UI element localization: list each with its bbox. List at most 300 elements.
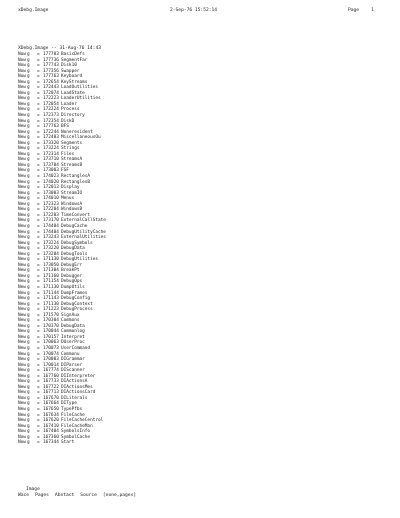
row-number: 173220: [43, 246, 59, 252]
row-module-name: TypePfbs: [61, 407, 83, 412]
row-number: 172443: [43, 85, 59, 91]
row-keyword: Now: [18, 379, 26, 385]
row-equals: =: [37, 118, 40, 124]
row-number: 170014: [43, 362, 59, 368]
row-number: 167360: [43, 434, 59, 440]
row-keyword: New: [18, 351, 26, 357]
row-keyword: New: [18, 146, 26, 152]
row-identifier: g: [27, 307, 30, 313]
row-equals: =: [37, 90, 40, 96]
row-module-name: TimeConvert: [61, 212, 91, 218]
row-identifier: g: [27, 323, 30, 329]
row-number: 171570: [43, 312, 59, 318]
row-module-name: StreamIO: [61, 190, 83, 196]
row-equals: =: [37, 162, 40, 168]
row-identifier: g: [27, 179, 30, 185]
row-number: 167410: [43, 423, 59, 429]
row-number: 177743: [43, 63, 59, 69]
row-keyword: New: [18, 423, 26, 429]
row-keyword: New: [18, 290, 26, 296]
row-identifier: g: [27, 174, 30, 180]
row-module-name: DebugContext: [61, 301, 93, 307]
row-number: 171154: [43, 279, 59, 285]
row-identifier: g: [27, 390, 30, 396]
row-equals: =: [37, 290, 40, 296]
row-identifier: g: [27, 68, 30, 74]
row-number: 171143: [43, 296, 59, 302]
row-equals: =: [37, 334, 40, 340]
row-number: 167670: [43, 395, 59, 401]
row-number: 172204: [43, 207, 59, 213]
row-identifier: g: [27, 407, 30, 412]
row-identifier: g: [27, 362, 30, 368]
listing-row: [18, 440, 106, 446]
row-identifier: g: [27, 301, 30, 307]
row-number: 172314: [43, 151, 59, 157]
row-module-name: Interpret: [61, 334, 85, 340]
row-identifier: g: [27, 268, 30, 274]
row-module-name: BasicDefs: [61, 52, 85, 57]
row-number: 170074: [43, 351, 59, 357]
row-identifier: g: [27, 207, 30, 213]
row-equals: =: [37, 246, 40, 252]
row-keyword: New: [18, 340, 26, 346]
row-keyword: Now: [18, 74, 26, 80]
row-identifier: g: [27, 279, 30, 285]
row-identifier: g: [27, 140, 30, 146]
row-number: 173170: [43, 218, 59, 224]
row-equals: =: [37, 395, 40, 401]
row-keyword: New: [18, 185, 26, 191]
row-identifier: g: [27, 151, 30, 157]
row-module-name: DumpUtils: [61, 284, 85, 290]
row-keyword: New: [18, 362, 26, 368]
row-number: 167713: [43, 390, 59, 396]
row-number: 173224: [43, 240, 59, 246]
row-number: 171223: [43, 307, 59, 313]
row-keyword: Now: [18, 440, 26, 446]
row-identifier: g: [27, 107, 30, 113]
row-identifier: g: [27, 52, 30, 57]
row-keyword: New: [18, 235, 26, 241]
row-equals: =: [37, 185, 40, 191]
row-keyword: Now: [18, 395, 26, 401]
row-keyword: New: [18, 307, 26, 313]
row-keyword: New: [18, 418, 26, 424]
row-number: 172323: [43, 201, 59, 207]
row-number: 173710: [43, 157, 59, 163]
row-equals: =: [37, 190, 40, 196]
row-module-name: RectanglesB: [61, 179, 91, 185]
row-keyword: New: [18, 218, 26, 224]
row-equals: =: [37, 240, 40, 246]
row-keyword: New: [18, 240, 26, 246]
row-number: 172373: [43, 113, 59, 119]
row-module-name: Menus: [61, 196, 75, 202]
row-identifier: g: [27, 368, 30, 374]
row-number: 172224: [43, 107, 59, 113]
row-identifier: g: [27, 401, 30, 407]
row-identifier: g: [27, 434, 30, 440]
row-equals: =: [37, 429, 40, 435]
row-identifier: g: [27, 262, 30, 268]
row-keyword: New: [18, 212, 26, 218]
row-keyword: New: [18, 201, 26, 207]
row-number: 170003: [43, 357, 59, 363]
row-equals: =: [37, 223, 40, 229]
row-keyword: New: [18, 268, 26, 274]
row-module-name: Files: [61, 151, 75, 157]
row-module-name: DebugSymbols: [61, 240, 93, 246]
row-number: 172074: [43, 90, 59, 96]
row-equals: =: [37, 135, 40, 141]
row-number: 172203: [43, 212, 59, 218]
row-module-name: Keyboard: [61, 74, 83, 80]
row-identifier: g: [27, 384, 30, 390]
row-identifier: g: [27, 168, 30, 174]
row-module-name: Segments: [61, 140, 83, 146]
row-number: 170063: [43, 340, 59, 346]
row-keyword: New: [18, 323, 26, 329]
row-number: 167344: [43, 440, 59, 446]
row-keyword: New: [18, 312, 26, 318]
row-equals: =: [37, 357, 40, 363]
row-identifier: g: [27, 185, 30, 191]
row-equals: =: [37, 218, 40, 224]
row-module-name: Disk10: [61, 63, 77, 69]
row-identifier: g: [27, 157, 30, 163]
row-keyword: New: [18, 174, 26, 180]
row-identifier: g: [27, 57, 30, 63]
row-identifier: g: [27, 85, 30, 91]
module-listing: [18, 52, 106, 446]
row-module-name: DebugConfig: [61, 296, 91, 302]
row-module-name: StreamsA: [61, 157, 83, 163]
row-identifier: g: [27, 190, 30, 196]
row-keyword: New: [18, 90, 26, 96]
row-module-name: Display: [61, 185, 80, 191]
row-identifier: g: [27, 218, 30, 224]
row-equals: =: [37, 284, 40, 290]
row-identifier: g: [27, 246, 30, 252]
row-number: 177703: [43, 52, 59, 57]
row-number: 170044: [43, 329, 59, 335]
row-keyword: New: [18, 223, 26, 229]
row-number: 170370: [43, 323, 59, 329]
header-datetime: 2-Sep-76 15:52:14: [170, 8, 218, 13]
row-module-name: DIScanner: [61, 368, 85, 374]
row-equals: =: [37, 318, 40, 324]
row-identifier: g: [27, 379, 30, 385]
row-number: 170304: [43, 318, 59, 324]
row-keyword: New: [18, 357, 26, 363]
row-keyword: New: [18, 151, 26, 157]
row-identifier: g: [27, 146, 30, 152]
row-identifier: g: [27, 96, 30, 102]
row-number: 171130: [43, 257, 59, 263]
row-equals: =: [37, 52, 40, 57]
row-identifier: g: [27, 90, 30, 96]
row-module-name: DILiterals: [61, 395, 88, 401]
row-keyword: New: [18, 179, 26, 185]
row-number: 172354: [43, 118, 59, 124]
row-module-name: SegmentFar: [61, 57, 88, 63]
row-number: 172244: [43, 129, 59, 135]
row-equals: =: [37, 168, 40, 174]
row-module-name: DebugProcess: [61, 307, 93, 313]
row-identifier: g: [27, 373, 30, 379]
row-module-name: DebugTools: [61, 251, 88, 257]
row-identifier: g: [27, 345, 30, 351]
row-keyword: New: [18, 107, 26, 113]
row-number: 177736: [43, 57, 59, 63]
row-identifier: g: [27, 318, 30, 324]
row-keyword: Now: [18, 429, 26, 435]
row-identifier: g: [27, 196, 30, 202]
row-keyword: New: [18, 190, 26, 196]
row-module-name: DIActionsA: [61, 379, 88, 385]
row-equals: =: [37, 140, 40, 146]
row-identifier: g: [27, 63, 30, 69]
row-module-name: DebugErr: [61, 262, 83, 268]
row-identifier: g: [27, 351, 30, 357]
row-equals: =: [37, 251, 40, 257]
row-keyword: Now: [18, 68, 26, 74]
header-page: [348, 8, 374, 13]
row-identifier: g: [27, 440, 30, 446]
row-equals: =: [37, 418, 40, 424]
row-module-name: KeyStreams: [61, 79, 88, 85]
row-identifier: g: [27, 423, 30, 429]
row-equals: =: [37, 107, 40, 113]
row-number: 177763: [43, 74, 59, 80]
row-identifier: g: [27, 312, 30, 318]
footer-item: Abntact: [54, 493, 75, 498]
row-keyword: New: [18, 296, 26, 302]
row-equals: =: [37, 379, 40, 385]
row-identifier: g: [27, 74, 30, 80]
row-number: 171144: [43, 290, 59, 296]
row-keyword: New: [18, 279, 26, 285]
row-keyword: New: [18, 407, 26, 412]
row-number: 173050: [43, 262, 59, 268]
row-equals: =: [37, 440, 40, 446]
row-number: 172013: [43, 185, 59, 191]
row-equals: =: [37, 212, 40, 218]
row-identifier: g: [27, 273, 30, 279]
row-number: 172654: [43, 79, 59, 85]
row-equals: =: [37, 79, 40, 85]
row-module-name: Swapper: [61, 68, 80, 74]
row-identifier: g: [27, 129, 30, 135]
row-equals: =: [37, 101, 40, 107]
row-equals: =: [37, 174, 40, 180]
row-module-name: SymbolCache: [61, 434, 91, 440]
row-identifier: g: [27, 412, 30, 418]
row-keyword: New: [18, 135, 26, 141]
row-module-name: DebugOps: [61, 279, 83, 285]
row-module-name: UserCommand: [61, 345, 91, 351]
row-module-name: Noneresident: [61, 129, 93, 135]
row-equals: =: [37, 129, 40, 135]
row-equals: =: [37, 179, 40, 185]
row-keyword: New: [18, 101, 26, 107]
row-identifier: g: [27, 284, 30, 290]
row-number: 177356: [43, 68, 59, 74]
row-module-name: DiskD: [61, 118, 75, 124]
row-identifier: g: [27, 212, 30, 218]
row-equals: =: [37, 301, 40, 307]
row-keyword: New: [18, 284, 26, 290]
footer-item: Wace: [18, 493, 30, 498]
row-equals: =: [37, 340, 40, 346]
row-identifier: g: [27, 229, 30, 235]
row-module-name: LoaderUtilities: [61, 96, 101, 102]
row-keyword: Now: [18, 434, 26, 440]
row-equals: =: [37, 268, 40, 274]
row-identifier: g: [27, 329, 30, 335]
row-equals: =: [37, 273, 40, 279]
row-module-name: Commonu: [61, 351, 80, 357]
row-number: 167760: [43, 373, 59, 379]
row-keyword: New: [18, 301, 26, 307]
row-module-name: FSF: [61, 168, 69, 174]
row-equals: =: [37, 74, 40, 80]
row-equals: =: [37, 279, 40, 285]
row-equals: =: [37, 124, 40, 130]
row-module-name: FileCacheCentrol: [61, 418, 104, 424]
row-identifier: g: [27, 223, 30, 229]
row-number: 167620: [43, 418, 59, 424]
row-module-name: BreakPt: [61, 268, 80, 274]
row-equals: =: [37, 229, 40, 235]
row-identifier: g: [27, 296, 30, 302]
row-identifier: g: [27, 201, 30, 207]
row-keyword: Now: [18, 52, 26, 57]
row-keyword: New: [18, 129, 26, 135]
row-keyword: Now: [18, 57, 26, 63]
row-equals: =: [37, 390, 40, 396]
row-keyword: New: [18, 262, 26, 268]
row-keyword: New: [18, 124, 26, 130]
row-module-name: MiscellaneousOu: [61, 135, 101, 141]
row-module-name: WindowsA: [61, 201, 83, 207]
row-number: 167774: [43, 368, 59, 374]
row-equals: =: [37, 384, 40, 390]
row-keyword: New: [18, 140, 26, 146]
row-keyword: New: [18, 257, 26, 263]
row-keyword: New: [18, 113, 26, 119]
image-footer: [18, 486, 142, 499]
row-module-name: Commonlog: [61, 329, 85, 335]
row-module-name: FileCacheMan: [61, 423, 93, 429]
row-number: 173224: [43, 146, 59, 152]
row-number: 173204: [43, 251, 59, 257]
row-module-name: LoadOutilities: [61, 85, 99, 91]
row-number: 173003: [43, 168, 59, 174]
row-equals: =: [37, 257, 40, 263]
row-module-name: Loader: [61, 101, 77, 107]
row-module-name: DUserProc: [61, 340, 85, 346]
row-identifier: g: [27, 113, 30, 119]
row-number: 174404: [43, 223, 59, 229]
row-module-name: Commons: [61, 318, 80, 324]
row-number: 173320: [43, 140, 59, 146]
header-filename: xDebg.Image: [18, 8, 49, 13]
row-module-name: DebugUtilities: [61, 257, 99, 263]
row-keyword: New: [18, 412, 26, 418]
row-equals: =: [37, 373, 40, 379]
row-equals: =: [37, 434, 40, 440]
row-number: 170157: [43, 334, 59, 340]
footer-heading: Image: [26, 487, 40, 492]
row-number: 174023: [43, 174, 59, 180]
row-identifier: g: [27, 118, 30, 124]
row-identifier: g: [27, 257, 30, 263]
row-keyword: New: [18, 162, 26, 168]
row-module-name: Start: [61, 440, 75, 446]
row-keyword: New: [18, 390, 26, 396]
row-keyword: New: [18, 318, 26, 324]
row-equals: =: [37, 57, 40, 63]
row-equals: =: [37, 329, 40, 335]
row-number: 172403: [43, 135, 59, 141]
footer-items: [18, 493, 142, 499]
row-keyword: New: [18, 168, 26, 174]
row-module-name: Directory: [61, 113, 85, 119]
row-module-name: ExternalUtilities: [61, 235, 106, 241]
row-identifier: g: [27, 418, 30, 424]
row-keyword: New: [18, 384, 26, 390]
row-equals: =: [37, 423, 40, 429]
row-keyword: New: [18, 251, 26, 257]
row-equals: =: [37, 345, 40, 351]
row-module-name: DIGrammar: [61, 357, 85, 363]
row-identifier: g: [27, 101, 30, 107]
row-number: 167404: [43, 429, 59, 435]
row-module-name: Process: [61, 107, 80, 113]
row-keyword: New: [18, 96, 26, 102]
row-identifier: g: [27, 357, 30, 363]
row-keyword: New: [18, 229, 26, 235]
row-equals: =: [37, 362, 40, 368]
row-equals: =: [37, 96, 40, 102]
row-equals: =: [37, 207, 40, 213]
row-equals: =: [37, 151, 40, 157]
row-number: 167733: [43, 379, 59, 385]
row-number: 172223: [43, 96, 59, 102]
header-page-label: Page: [348, 8, 360, 13]
row-equals: =: [37, 368, 40, 374]
row-number: 170073: [43, 345, 59, 351]
row-module-name: DIParser: [61, 362, 83, 368]
row-module-name: FileCache: [61, 412, 85, 418]
row-keyword: New: [18, 401, 26, 407]
row-keyword: New: [18, 334, 26, 340]
row-module-name: SignAux: [61, 312, 80, 318]
row-equals: =: [37, 235, 40, 241]
row-number: 171304: [43, 268, 59, 274]
row-identifier: g: [27, 162, 30, 168]
row-keyword: New: [18, 329, 26, 335]
row-keyword: New: [18, 273, 26, 279]
row-equals: =: [37, 68, 40, 74]
row-identifier: g: [27, 395, 30, 401]
row-identifier: g: [27, 334, 30, 340]
row-equals: =: [37, 412, 40, 418]
row-equals: =: [37, 201, 40, 207]
row-module-name: DebugData: [61, 246, 85, 252]
